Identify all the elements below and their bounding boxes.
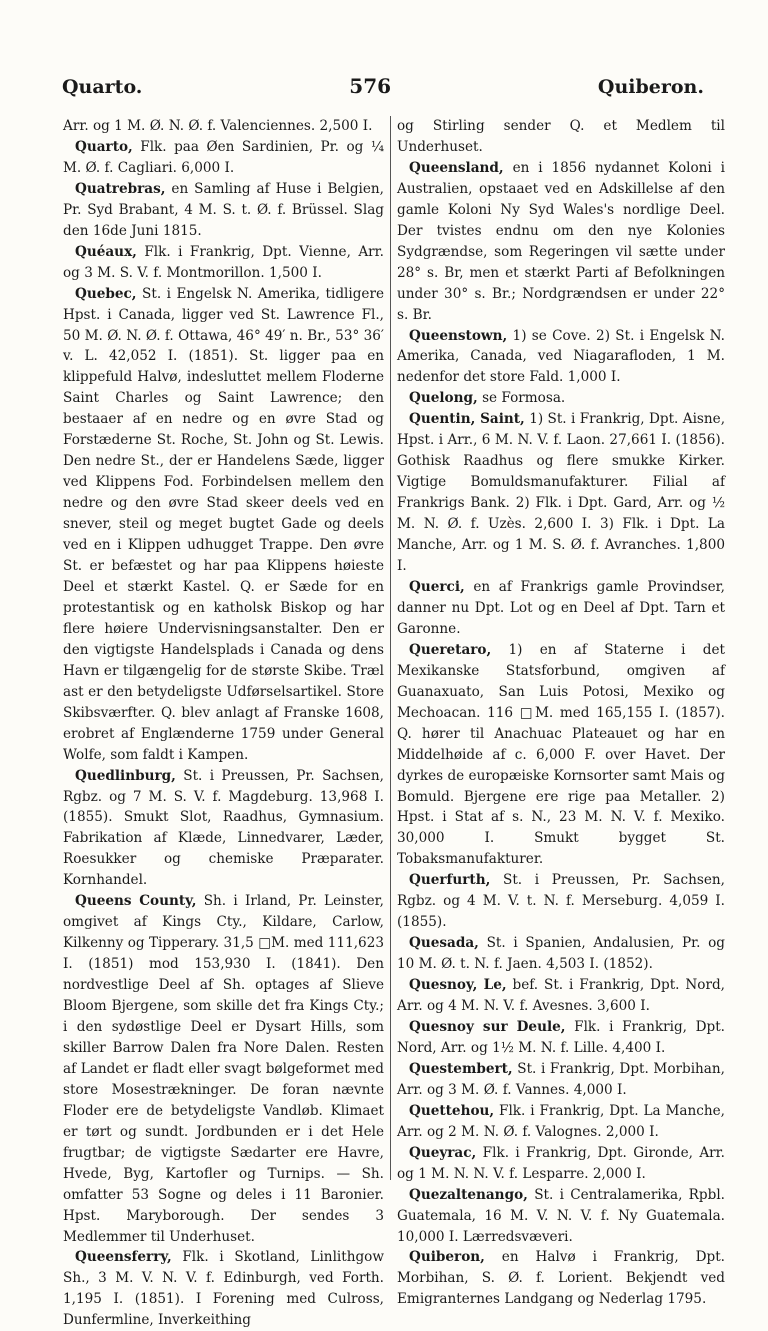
entry-text: 1) en af Staterne i det Mexikanske Statsforbund, omgiven af Guanaxuato, San Luis Potosi, Mexiko og Mechoacan. 116 □M. med 165,155 I. (1857). Q. hører til Anachuac Plateauet og har en Middelhøide af c. 6,000 F. over Havet. Der dyrkes de europæiske Kornsorter samt Mais og Bomuld. Bjergene ere rige paa Metaller. 2) Hpst. i Stat af s. N., 23 M. N. V. f. Mexiko. 30,000 I. Smukt bygget St. Tobaksmanufakturer. bbox=[397, 641, 725, 868]
entry bbox=[63, 116, 384, 137]
header-left-word: Quarto. bbox=[62, 76, 143, 98]
entry bbox=[397, 933, 725, 975]
headword: Quiberon, bbox=[409, 1249, 485, 1266]
headword: Questembert, bbox=[409, 1060, 513, 1077]
right-column bbox=[397, 116, 725, 1310]
headword: Queensferry, bbox=[75, 1249, 172, 1266]
entry-text: Flk. paa Øen Sardinien, Pr. og ¼ M. Ø. f. Cagliari. 6,000 I. bbox=[63, 138, 385, 176]
headword: Quesnoy sur Deule, bbox=[409, 1018, 566, 1035]
entry bbox=[63, 242, 384, 284]
headword: Quezaltenango, bbox=[409, 1186, 528, 1203]
column-divider bbox=[390, 116, 391, 1180]
entry bbox=[397, 1059, 725, 1101]
entry-text: Sh. i Irland, Pr. Leinster, omgivet af Kings Cty., Kildare, Carlow, Kilkenny og Tipperary. 31,5 □M. med 111,623 I. (1851) mod 153,930 I. (1841). Den nordvestlige Deel af Sh. optages af Slieve Bloom Bjergene, som skille det fra Kings Cty.; i den sydøstlige Deel er Dysart Hills, som skiller Barrow Dalen fra Nore Dalen. Resten af Landet er fladt eller svagt bølgeformet med store Mosestrækninger. De foran nævnte Floder ere de betydeligste Vandløb. Klimaet er tørt og sundt. Jordbunden er i det Hele frugtbar; de vigtigste Sædarter ere Havre, Hvede, Byg, Kartofler og Turnips. — Sh. omfatter 53 Sogne og deles i 11 Baronier. Hpst. Maryborough. Der sendes 3 Medlemmer til Underhuset. bbox=[63, 893, 384, 1245]
header-right-word: Quiberon. bbox=[597, 76, 704, 98]
entry-text: en Samling af Huse i Belgien, Pr. Syd Brabant, 4 M. S. t. Ø. f. Brüssel. Slag den 16de Juni 1815. bbox=[63, 180, 384, 239]
headword: Quettehou, bbox=[409, 1102, 495, 1119]
entry-text: Flk. i Frankrig, Dpt. Gironde, Arr. og 1 M. N. N. V. f. Lesparre. 2,000 I. bbox=[397, 1144, 725, 1182]
headword: Queensland, bbox=[409, 159, 504, 176]
entry-text: en i 1856 nydannet Koloni i Australien, opstaaet ved en Adskillelse af den gamle Koloni Ny Syd Wales's nordlige Deel. Der tvistes endnu om den nye Kolonies Sydgrændse, som Regeringen vil sætte under 28° s. Br, men et stærkt Parti af Befolkningen under 30° s. Br.; Nordgrændsen er under 22° s. Br. bbox=[397, 159, 726, 323]
headword: Queretaro, bbox=[409, 641, 492, 658]
entry bbox=[397, 388, 725, 409]
entry-text: se Formosa. bbox=[482, 390, 566, 407]
headword: Quesnoy, Le, bbox=[409, 977, 507, 994]
entry-text: en af Frankrigs gamle Provindser, danner nu Dpt. Lot og en Deel af Dpt. Tarn et Garonne. bbox=[397, 578, 725, 637]
entry bbox=[397, 1017, 725, 1059]
headword: Quatrebras, bbox=[75, 180, 166, 197]
headword: Queens County, bbox=[75, 893, 197, 910]
entry bbox=[397, 975, 725, 1017]
entry bbox=[397, 1143, 725, 1185]
entry bbox=[63, 1247, 384, 1331]
entry-text: St. i Spanien, Andalusien, Pr. og 10 M. Ø. t. N. f. Jaen. 4,503 I. (1852). bbox=[397, 935, 725, 973]
entry bbox=[397, 1247, 725, 1310]
headword: Querci, bbox=[409, 578, 465, 595]
entry bbox=[397, 326, 725, 389]
entry-text: St. i Engelsk N. Amerika, tidligere Hpst. i Canada, ligger ved St. Lawrence Fl., 50 M. Ø. N. Ø. f. Ottawa, 46° 49′ n. Br., 53° 36′ v. L. 42,052 I. (1851). St. ligger paa en klippefuld Halvø, indesluttet mellem Floderne Saint Charles og Saint Lawrence; den bestaaer af en nedre og en øvre Stad og Forstæderne St. Roche, St. John og St. Lewis. Den nedre St., der er Handelens Sæde, ligger ved Klippens Fod. Forbindelsen mellem den nedre og den øvre Stad skeer deels ved en snever, steil og meget bugtet Gade og deels ved en i Klippen udhugget Trappe. Den øvre St. er befæstet og har paa Klippens høieste Deel et stærkt Kastel. Q. er Sæde for en protestantisk og en katholsk Biskop og har flere høiere Undervisningsanstalter. Den er den vigtigste Handelsplads i Canada og dens Havn er tilgængelig for de største Skibe. Træl ast er den betydeligste Udførselsartikel. Store Skibsværfter. Q. blev anlagt af Franske 1608, erobret af Englænderne 1759 under General Wolfe, som faldt i Kampen. bbox=[63, 285, 385, 763]
entry bbox=[63, 137, 384, 179]
entry-text: St. i Centralamerika, Rpbl. Guatemala, 16 M. V. N. V. f. Ny Guatemala. 10,000 I. Lærredsvæveri. bbox=[397, 1186, 725, 1245]
entry-text: Flk. i Frankrig, Dpt. Vienne, Arr. og 3 M. S. V. f. Montmorillon. 1,500 I. bbox=[63, 243, 385, 281]
entry bbox=[397, 116, 725, 158]
headword: Quarto, bbox=[75, 138, 133, 155]
entry bbox=[397, 409, 725, 577]
entry-text: St. i Preussen, Pr. Sachsen, Rgbz. og 7 M. S. V. f. Magdeburg. 13,968 I. (1855). Smukt Slot, Raadhus, Gymnasium. Fabrikation af Klæde, Linnedvarer, Læder, Roesukker og chemiske Præparater. Kornhandel. bbox=[63, 767, 384, 889]
entry bbox=[63, 179, 384, 242]
headword: Querfurth, bbox=[409, 872, 491, 889]
entry-text: Arr. og 1 M. Ø. N. Ø. f. Valenciennes. 2,500 I. bbox=[63, 118, 373, 134]
entry bbox=[397, 870, 725, 933]
entry bbox=[397, 158, 725, 326]
entry bbox=[63, 766, 384, 892]
headword: Queenstown, bbox=[409, 327, 508, 344]
page-number: 576 bbox=[349, 74, 392, 98]
entry-text: 1) se Cove. 2) St. i Engelsk N. Amerika, Canada, ved Niagarafloden, 1 M. nedenfor det store Fald. 1,000 I. bbox=[397, 327, 725, 386]
headword: Quebec, bbox=[75, 285, 137, 302]
entry bbox=[63, 284, 384, 766]
entry bbox=[397, 640, 725, 870]
entry bbox=[397, 1101, 725, 1143]
entry bbox=[63, 891, 384, 1247]
entry-text: St. i Frankrig, Dpt. Morbihan, Arr. og 3 M. Ø. f. Vannes. 4,000 I. bbox=[397, 1060, 725, 1098]
headword: Quéaux, bbox=[75, 243, 137, 260]
entry-text: Flk. i Frankrig, Dpt. Nord, Arr. og 1½ M. N. f. Lille. 4,400 I. bbox=[397, 1018, 725, 1056]
entry-text: og Stirling sender Q. et Medlem til Underhuset. bbox=[397, 118, 725, 155]
headword: Quelong, bbox=[409, 390, 478, 407]
entry bbox=[397, 577, 725, 640]
headword: Queyrac, bbox=[409, 1144, 477, 1161]
entry bbox=[397, 1185, 725, 1248]
headword: Quedlinburg, bbox=[75, 767, 176, 784]
entry-text: 1) St. i Frankrig, Dpt. Aisne, Hpst. i Arr., 6 M. N. V. f. Laon. 27,661 I. (1856). Gothisk Raadhus og flere smukke Kirker. Vigtige Bomuldsmanufakturer. Filial af Frankrigs Bank. 2) Flk. i Dpt. Gard, Arr. og ½ M. N. Ø. f. Uzès. 2,600 I. 3) Flk. i Dpt. La Manche, Arr. og 1 M. S. Ø. f. Avranches. 1,800 I. bbox=[397, 411, 726, 575]
entry-text: bef. St. i Frankrig, Dpt. Nord, Arr. og 4 M. N. V. f. Avesnes. 3,600 I. bbox=[397, 977, 726, 1015]
entry-text: en Halvø i Frankrig, Dpt. Morbihan, S. Ø. f. Lorient. Bekjendt ved Emigranternes Landgang og Nederlag 1795. bbox=[397, 1249, 725, 1308]
headword: Quentin, Saint, bbox=[409, 411, 525, 428]
entry-text: Flk. i Skotland, Linlithgow Sh., 3 M. V. N. V. f. Edinburgh, ved Forth. 1,195 I. (1851). I Forening med Culross, Dunfermline, Inverkeithing bbox=[63, 1249, 384, 1329]
headword: Quesada, bbox=[409, 935, 479, 952]
page-header bbox=[62, 74, 704, 104]
left-column bbox=[63, 116, 384, 1331]
entry-text: Flk. i Frankrig, Dpt. La Manche, Arr. og 2 M. N. Ø. f. Valognes. 2,000 I. bbox=[397, 1102, 725, 1140]
entry-text: St. i Preussen, Pr. Sachsen, Rgbz. og 4 M. V. t. N. f. Merseburg. 4,059 I. (1855). bbox=[397, 872, 725, 931]
